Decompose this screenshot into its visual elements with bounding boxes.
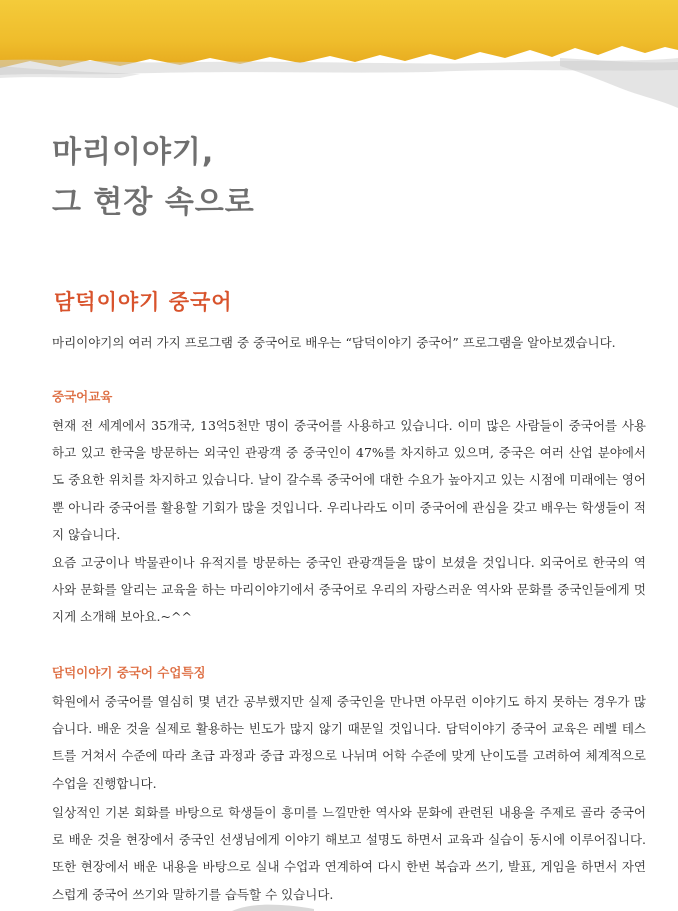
- section-paragraph: 일상적인 기본 회화를 바탕으로 학생들이 흥미를 느낄만한 역사와 문화에 관련된 내용을 주제로 골라 중국어로 배운 것을 현장에서 중국인 선생님에게 이야기 해보고 설명도 하면서 교육과 실습이 동시에 이루어집니다. 또한 현장에서 배운 내용을 바탕으로 실내 수업과 연계하여 다시 한번 복습과 쓰기, 발표, 게임을 하면서 자연스럽게 중국어 쓰기와 말하기를 습득할 수 있습니다.: [52, 805, 646, 902]
- section-heading-chinese-education: 중국어교육: [52, 389, 113, 404]
- bottom-brush-decoration: [228, 900, 318, 911]
- section-paragraph: 요즘 고궁이나 박물관이나 유적지를 방문하는 중국인 관광객들을 많이 보셨을 것입니다. 외국어로 한국의 역사와 문화를 알리는 교육을 하는 마리이야기에서 중국어로 우리의 자랑스러운 역사와 문화를 중국인들에게 멋지게 소개해 보아요.~^^: [52, 555, 646, 625]
- program-intro: 마리이야기의 여러 가지 프로그램 중 중국어로 배우는 “담덕이야기 중국어” 프로그램을 알아보겠습니다.: [52, 335, 616, 350]
- top-brush-banner: [0, 0, 678, 110]
- page-title-line-1: 마리이야기,: [52, 135, 215, 170]
- program-title: 담덕이야기 중국어: [54, 290, 233, 314]
- section-heading-class-features: 담덕이야기 중국어 수업특징: [52, 665, 206, 680]
- page-title-line-2: 그 현장 속으로: [52, 185, 255, 220]
- page-title: [52, 128, 255, 228]
- section-paragraph: 학원에서 중국어를 열심히 몇 년간 공부했지만 실제 중국인을 만나면 아무런 이야기도 하지 못하는 경우가 많습니다. 배운 것을 실제로 활용하는 빈도가 많지 않기 때문일 것입니다. 담덕이야기 중국어 교육은 레벨 테스트를 거쳐서 수준에 따라 초급 과정과 중급 과정으로 나뉘며 어학 수준에 맞게 난이도를 고려하여 체계적으로 수업을 진행합니다.: [52, 694, 646, 791]
- section-paragraph: 현재 전 세계에서 35개국, 13억5천만 명이 중국어를 사용하고 있습니다. 이미 많은 사람들이 중국어를 사용하고 있고 한국을 방문하는 외국인 관광객 중 중국인이 47%를 차지하고 있으며, 중국은 여러 산업 분야에서도 중요한 위치를 차지하고 있습니다. 날이 갈수록 중국어에 대한 수요가 높아지고 있는 시점에 미래에는 영어뿐 아니라 중국어를 활용할 기회가 많을 것입니다. 우리나라도 이미 중국어에 관심을 갖고 배우는 학생들이 적지 않습니다.: [52, 418, 646, 542]
